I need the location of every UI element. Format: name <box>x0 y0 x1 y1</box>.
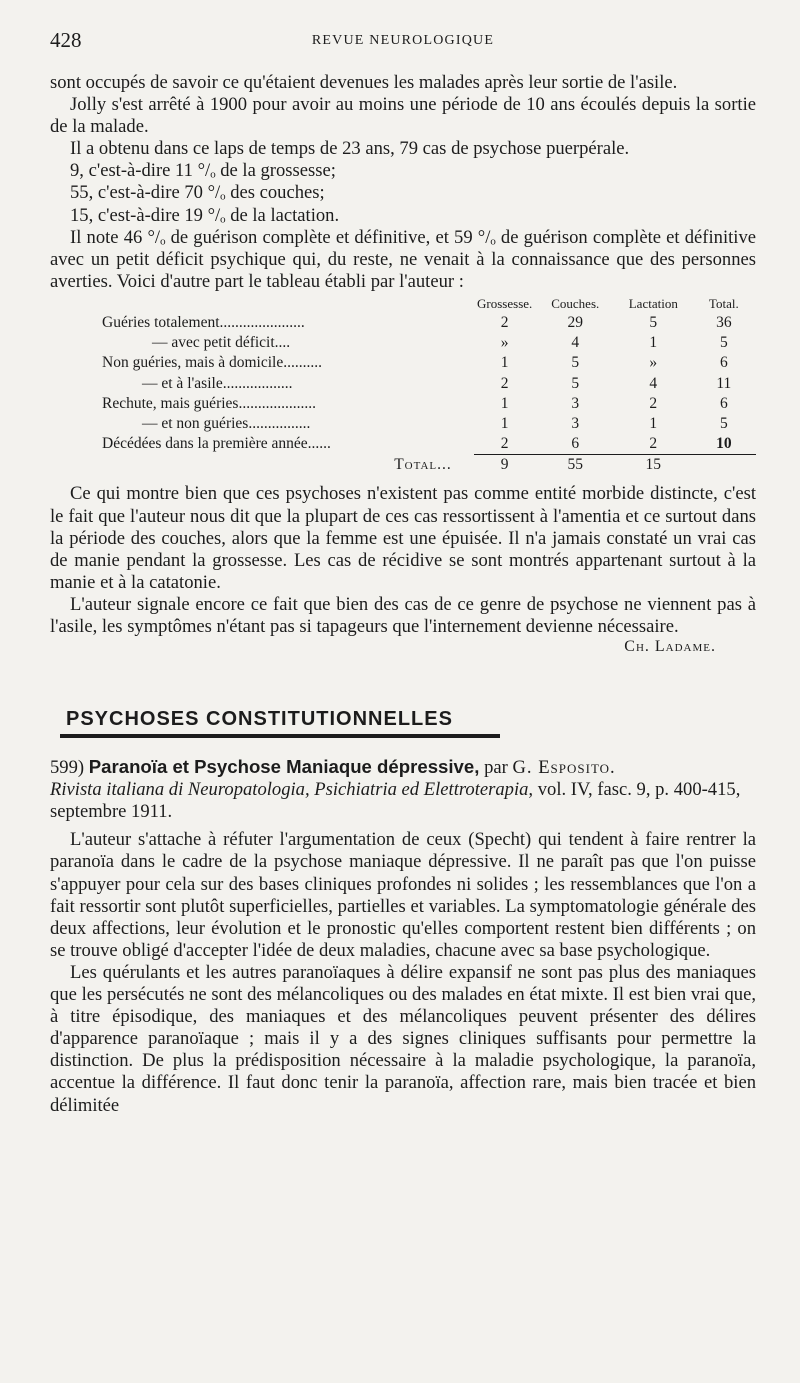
list-item: 9, c'est-à-dire 11 °/ₒ de la grossesse; <box>70 160 336 182</box>
signature-line <box>50 638 756 656</box>
table-cell: » <box>649 354 658 372</box>
column-header: Lactation <box>628 295 678 311</box>
table-row <box>102 333 756 353</box>
column-header: Couches. <box>551 295 600 311</box>
table-cell: 2 <box>500 435 509 453</box>
paragraph: Jolly s'est arrêté à 1900 pour avoir au moins une période de 10 ans écoulés depuis la sortie de la malade. <box>50 94 756 138</box>
table-row <box>102 353 756 373</box>
paragraph: L'auteur s'attache à réfuter l'argumentation de ceux (Specht) qui tendent à faire rentrer la paranoïa dans le cadre de la psychose maniaque dépressive. Il ne paraît pas que l'on puisse s'appuyer pour cela sur des bases cliniques profondes ni solides ; les ressemblances que l'on a fait ressortir sont plutôt superficielles, partielles et variables. La symptomatologie générale des deux affections, leur évolution et le pronostic qu'elles comportent restent bien différents ; on se trouve obligé d'accepter l'idée de deux maladies, chacune avec sa base psychologique. <box>50 829 756 961</box>
table-cell: 1 <box>500 414 509 432</box>
table-row <box>102 313 756 333</box>
outcomes-table <box>102 295 756 476</box>
table-cell: 2 <box>649 394 658 412</box>
paragraph: Les quérulants et les autres paranoïaques à délire expansif ne sont pas plus des maniaques que les persécutés ne sont des mélancoliques ou des malades en état mixte. Il est bien vrai que, à titre épisodique, des maniaques et des mélancoliques peuvent présenter des délires d'apparence paranoïaque ; mais il y a des signes cliniques suffisants pour permettre la distinction. De plus la prédisposition nécessaire à la maladie psychologique, la paranoïa, accentue la différence. Il faut donc tenir la paranoïa, affection rare, mais bien tracée et bien délimitée <box>50 961 756 1116</box>
paragraph: L'auteur signale encore ce fait que bien des cas de ce genre de psychose ne viennent pas à l'asile, les symptômes n'étant pas si tapageurs que l'internement devienne nécessaire. <box>50 593 756 637</box>
table-row <box>102 434 756 455</box>
table-row <box>102 394 756 414</box>
table-cell: 15 <box>615 455 692 476</box>
table-cell: 36 <box>716 314 732 332</box>
signature: Ch. Ladame. <box>624 638 716 656</box>
table-cell: 1 <box>649 414 658 432</box>
list-item: 55, c'est-à-dire 70 °/ₒ des couches; <box>70 182 325 204</box>
table-cell: 1 <box>649 334 658 352</box>
table-cell: 4 <box>649 374 658 392</box>
citation: vol. IV, fasc. 9, p. 400-415, septembre 1911. <box>50 779 741 823</box>
table-row <box>102 414 756 434</box>
paragraph: Ce qui montre bien que ces psychoses n'existent pas comme entité morbide distincte, c'est le fait que l'auteur nous dit que la plupart de ces cas ressortissent à l'amentia et ce surtout dans la période des couches, alors que la femme est une épuisée. Il n'a jamais constaté un vrai cas de manie pendant la grossesse. Les cas de récidive se sont montrés appartenant surtout à la manie et à la catatonie. <box>50 483 756 593</box>
table-cell: 3 <box>571 414 580 432</box>
table-cell: 6 <box>571 435 580 453</box>
table-cell: 2 <box>500 314 509 332</box>
section-title: PSYCHOSES CONSTITUTIONNELLES <box>66 708 453 731</box>
table-cell: 6 <box>719 354 728 372</box>
table-cell: 2 <box>649 435 658 453</box>
table-cell: 5 <box>571 374 580 392</box>
table-total-row <box>102 455 756 476</box>
section-rule <box>60 734 500 738</box>
table-cell: 1 <box>500 354 509 372</box>
row-label: Non guéries, mais à domicile.......... <box>102 354 322 372</box>
page <box>50 28 756 1117</box>
article-reference <box>50 756 756 823</box>
article-title: Paranoïa et Psychose Maniaque dépressive, <box>88 756 480 778</box>
table-cell: 9 <box>474 455 536 476</box>
table-cell: 55 <box>536 455 615 476</box>
table-row <box>102 374 756 394</box>
table-cell: 11 <box>716 374 732 392</box>
paragraph: sont occupés de savoir ce qu'étaient devenues les malades après leur sortie de l'asile. <box>50 72 678 93</box>
list-item: 15, c'est-à-dire 19 °/ₒ de la lactation. <box>70 204 340 226</box>
row-label: Rechute, mais guéries.................... <box>102 394 316 412</box>
article-author: G. Esposito. <box>512 757 616 779</box>
row-label: Décédées dans la première année...... <box>102 435 331 453</box>
table-cell: 2 <box>500 374 509 392</box>
author-prefix: par <box>484 757 508 779</box>
table-cell: » <box>500 334 509 352</box>
journal-name: Rivista italiana di Neuropatologia, Psichiatria ed Elettroterapia, <box>50 779 534 801</box>
article-number: 599) <box>50 757 85 779</box>
table-cell: 1 <box>500 394 509 412</box>
table-cell: 6 <box>719 394 728 412</box>
table-cell: 29 <box>567 314 583 332</box>
page-header <box>50 28 756 56</box>
row-label: — et à l'asile.................. <box>142 374 293 392</box>
page-number: 428 <box>50 28 82 52</box>
table-cell: 4 <box>571 334 580 352</box>
paragraph: Il a obtenu dans ce laps de temps de 23 ans, 79 cas de psychose puerpérale. <box>70 138 630 160</box>
table-cell: 10 <box>716 435 732 453</box>
table-cell: 5 <box>571 354 580 372</box>
paragraph: Il note 46 °/ₒ de guérison complète et définitive, et 59 °/ₒ de guérison complète et définitive avec un petit déficit psychique qui, du reste, ne venait à la connaissance que des personnes averties. Voici d'autre part le tableau établi par l'auteur : <box>50 226 756 292</box>
row-label: Guéries totalement...................... <box>102 314 305 332</box>
table-cell <box>692 455 756 476</box>
table-cell: 5 <box>649 314 658 332</box>
row-label: — avec petit déficit.... <box>152 334 291 352</box>
running-title: REVUE NEUROLOGIQUE <box>311 33 495 48</box>
column-header: Grossesse. <box>477 295 533 311</box>
table-cell: 5 <box>719 334 728 352</box>
table-header-row <box>102 295 756 313</box>
total-label: Total... <box>394 456 452 474</box>
table-cell: 5 <box>719 414 728 432</box>
table-cell: 3 <box>571 394 580 412</box>
column-header: Total. <box>708 295 739 311</box>
row-label: — et non guéries................ <box>142 414 311 432</box>
